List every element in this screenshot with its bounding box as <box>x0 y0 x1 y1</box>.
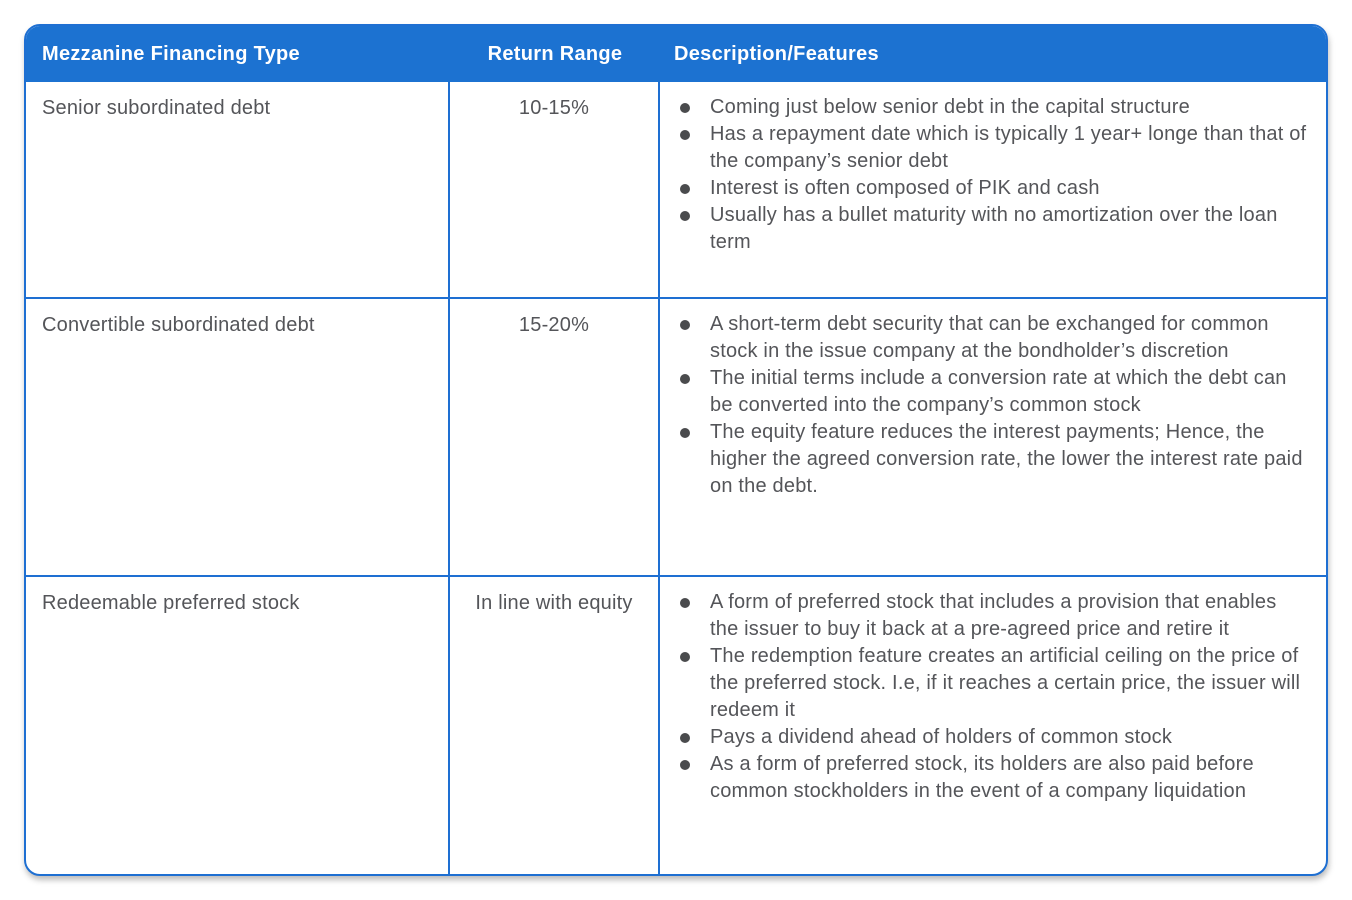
return-range-cell: In line with equity <box>450 577 660 876</box>
table-row <box>26 82 1326 297</box>
feature-item: The initial terms include a conversion rate at which the debt can be converted into the company’s common stock <box>660 365 1310 419</box>
feature-item: A form of preferred stock that includes a provision that enables the issuer to buy it back at a pre-agreed price and retire it <box>660 589 1310 643</box>
features-list <box>660 589 1310 805</box>
features-list <box>660 311 1310 500</box>
feature-item: A short-term debt security that can be exchanged for common stock in the issue company at the bondholder’s discretion <box>660 311 1310 365</box>
feature-item: Coming just below senior debt in the capital structure <box>660 94 1310 121</box>
feature-item: Usually has a bullet maturity with no amortization over the loan term <box>660 202 1310 256</box>
feature-item: Interest is often composed of PIK and cash <box>660 175 1310 202</box>
features-cell <box>660 82 1326 297</box>
column-header-description-features: Description/Features <box>674 42 879 65</box>
feature-item: As a form of preferred stock, its holders are also paid before common stockholders in the event of a company liquidation <box>660 751 1310 805</box>
financing-type-cell: Senior subordinated debt <box>26 82 450 297</box>
mezzanine-financing-table <box>24 24 1328 876</box>
feature-item: Pays a dividend ahead of holders of common stock <box>660 724 1310 751</box>
features-list <box>660 94 1310 256</box>
features-cell <box>660 577 1326 876</box>
financing-type-cell: Redeemable preferred stock <box>26 577 450 876</box>
features-cell <box>660 299 1326 575</box>
return-range-cell: 15-20% <box>450 299 660 575</box>
financing-type-cell: Convertible subordinated debt <box>26 299 450 575</box>
column-header-return-range: Return Range <box>487 42 623 65</box>
feature-item: The redemption feature creates an artificial ceiling on the price of the preferred stock. I.e, if it reaches a certain price, the issuer will redeem it <box>660 643 1310 724</box>
feature-item: Has a repayment date which is typically 1 year+ longe than that of the company’s senior debt <box>660 121 1310 175</box>
table-header-row <box>26 26 1326 82</box>
table-row <box>26 297 1326 575</box>
table-body <box>26 82 1326 876</box>
table-row <box>26 575 1326 876</box>
return-range-cell: 10-15% <box>450 82 660 297</box>
column-header-financing-type: Mezzanine Financing Type <box>42 42 300 65</box>
feature-item: The equity feature reduces the interest payments; Hence, the higher the agreed conversion rate, the lower the interest rate paid on the debt. <box>660 419 1310 500</box>
